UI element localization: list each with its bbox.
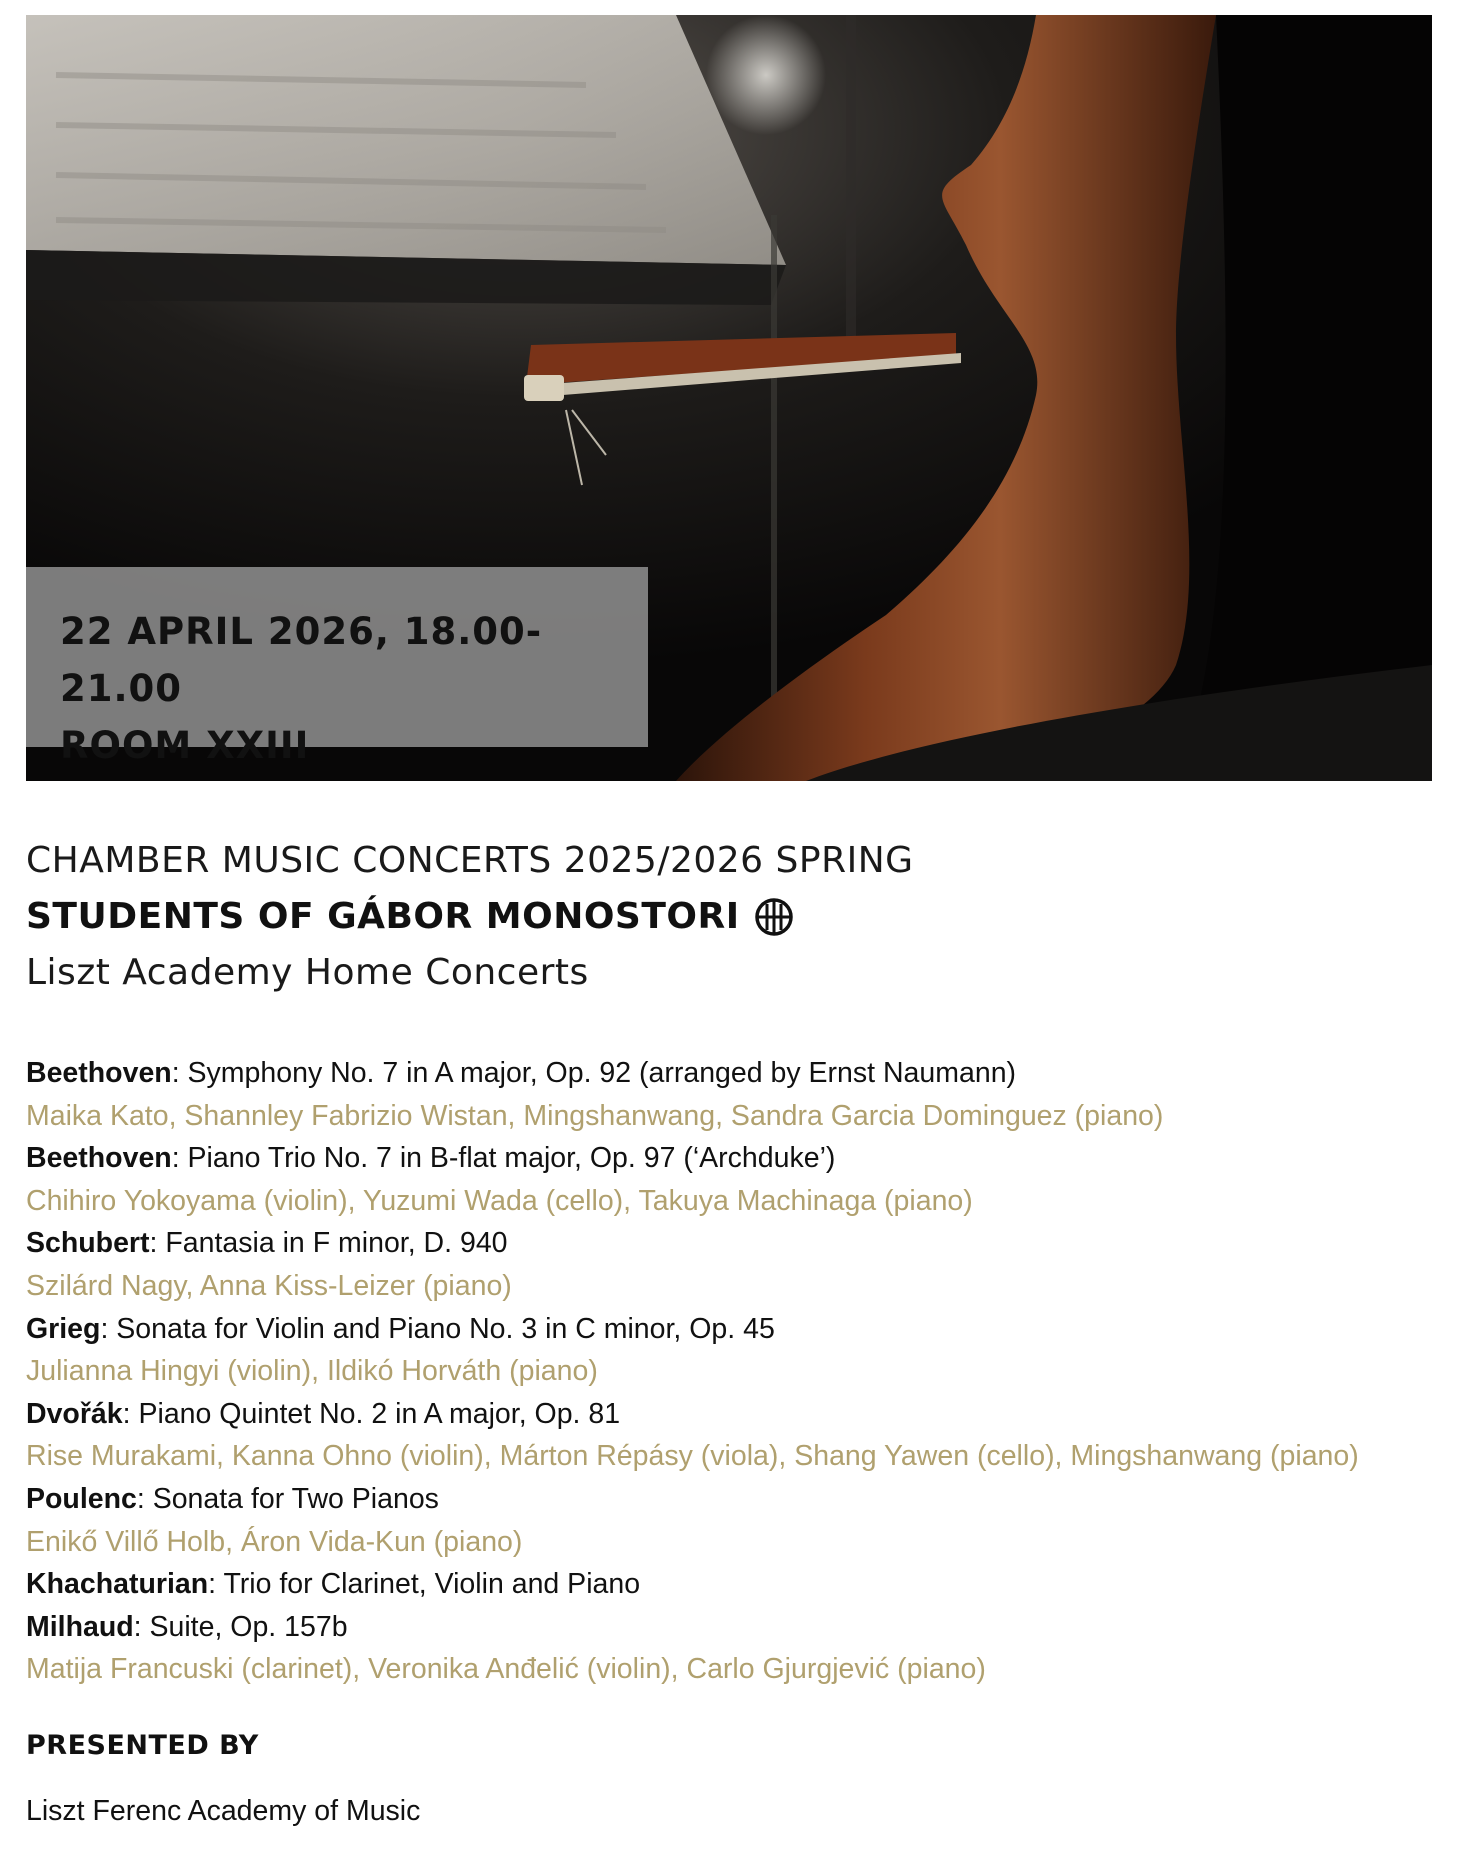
work-title: : Symphony No. 7 in A major, Op. 92 (arranged by Ernst Naumann) [171, 1057, 1017, 1089]
program-list [26, 1052, 1446, 1691]
performers: Chihiro Yokoyama (violin), Yuzumi Wada (cello), Takuya Machinaga (piano) [26, 1184, 973, 1217]
program-work [26, 1222, 1446, 1265]
work-title: : Suite, Op. 157b [133, 1610, 348, 1643]
program-work [26, 1308, 1446, 1351]
event-date-time: 22 APRIL 2026, 18.00-21.00 [60, 610, 543, 710]
program-work [26, 1478, 1446, 1521]
event-title-text: STUDENTS OF GÁBOR MONOSTORI [26, 896, 740, 937]
composer-name: Khachaturian [26, 1568, 209, 1601]
composer-name: Milhaud [26, 1610, 134, 1643]
event-subtitle: Liszt Academy Home Concerts [26, 952, 589, 993]
program-work [26, 1606, 1446, 1649]
concert-series: CHAMBER MUSIC CONCERTS 2025/2026 SPRING [26, 840, 914, 881]
presenter-name: Liszt Ferenc Academy of Music [26, 1795, 421, 1827]
hero-image [26, 15, 1432, 781]
performers: Enikő Villő Holb, Áron Vida-Kun (piano) [26, 1525, 523, 1558]
performers: Szilárd Nagy, Anna Kiss-Leizer (piano) [26, 1269, 512, 1302]
event-date-box [26, 567, 648, 767]
event-room: ROOM XXIII [60, 724, 310, 767]
work-title: : Sonata for Two Pianos [136, 1482, 439, 1515]
composer-name: Poulenc [26, 1482, 137, 1515]
performers: Julianna Hingyi (violin), Ildikó Horváth (piano) [26, 1355, 598, 1388]
presented-by-label: PRESENTED BY [26, 1730, 259, 1761]
program-work [26, 1137, 1446, 1180]
work-title: : Sonata for Violin and Piano No. 3 in C minor, Op. 45 [100, 1312, 775, 1345]
program-work [26, 1052, 1446, 1095]
work-title: : Fantasia in F minor, D. 940 [149, 1227, 508, 1260]
event-headings [26, 833, 914, 1001]
work-title: : Trio for Clarinet, Violin and Piano [208, 1568, 641, 1601]
performers: Rise Murakami, Kanna Ohno (violin), Márton Répásy (viola), Shang Yawen (cello), Mingshanwang (piano) [26, 1440, 1359, 1473]
program-work [26, 1563, 1446, 1606]
work-title: : Piano Trio No. 7 in B-flat major, Op. 97 (‘Archduke’) [171, 1142, 836, 1175]
work-title: : Piano Quintet No. 2 in A major, Op. 81 [122, 1397, 621, 1430]
program-work [26, 1393, 1446, 1436]
event-title [26, 889, 914, 945]
composer-name: Beethoven [26, 1057, 172, 1089]
composer-name: Grieg [26, 1312, 101, 1345]
performers: Maika Kato, Shannley Fabrizio Wistan, Mingshanwang, Sandra Garcia Dominguez (piano) [26, 1099, 1164, 1132]
composer-name: Dvořák [26, 1397, 123, 1430]
performers: Matija Francuski (clarinet), Veronika Anđelić (violin), Carlo Gjurgjević (piano) [26, 1653, 986, 1686]
liszt-academy-logo-icon [754, 897, 794, 937]
composer-name: Beethoven [26, 1142, 172, 1175]
composer-name: Schubert [26, 1227, 150, 1260]
